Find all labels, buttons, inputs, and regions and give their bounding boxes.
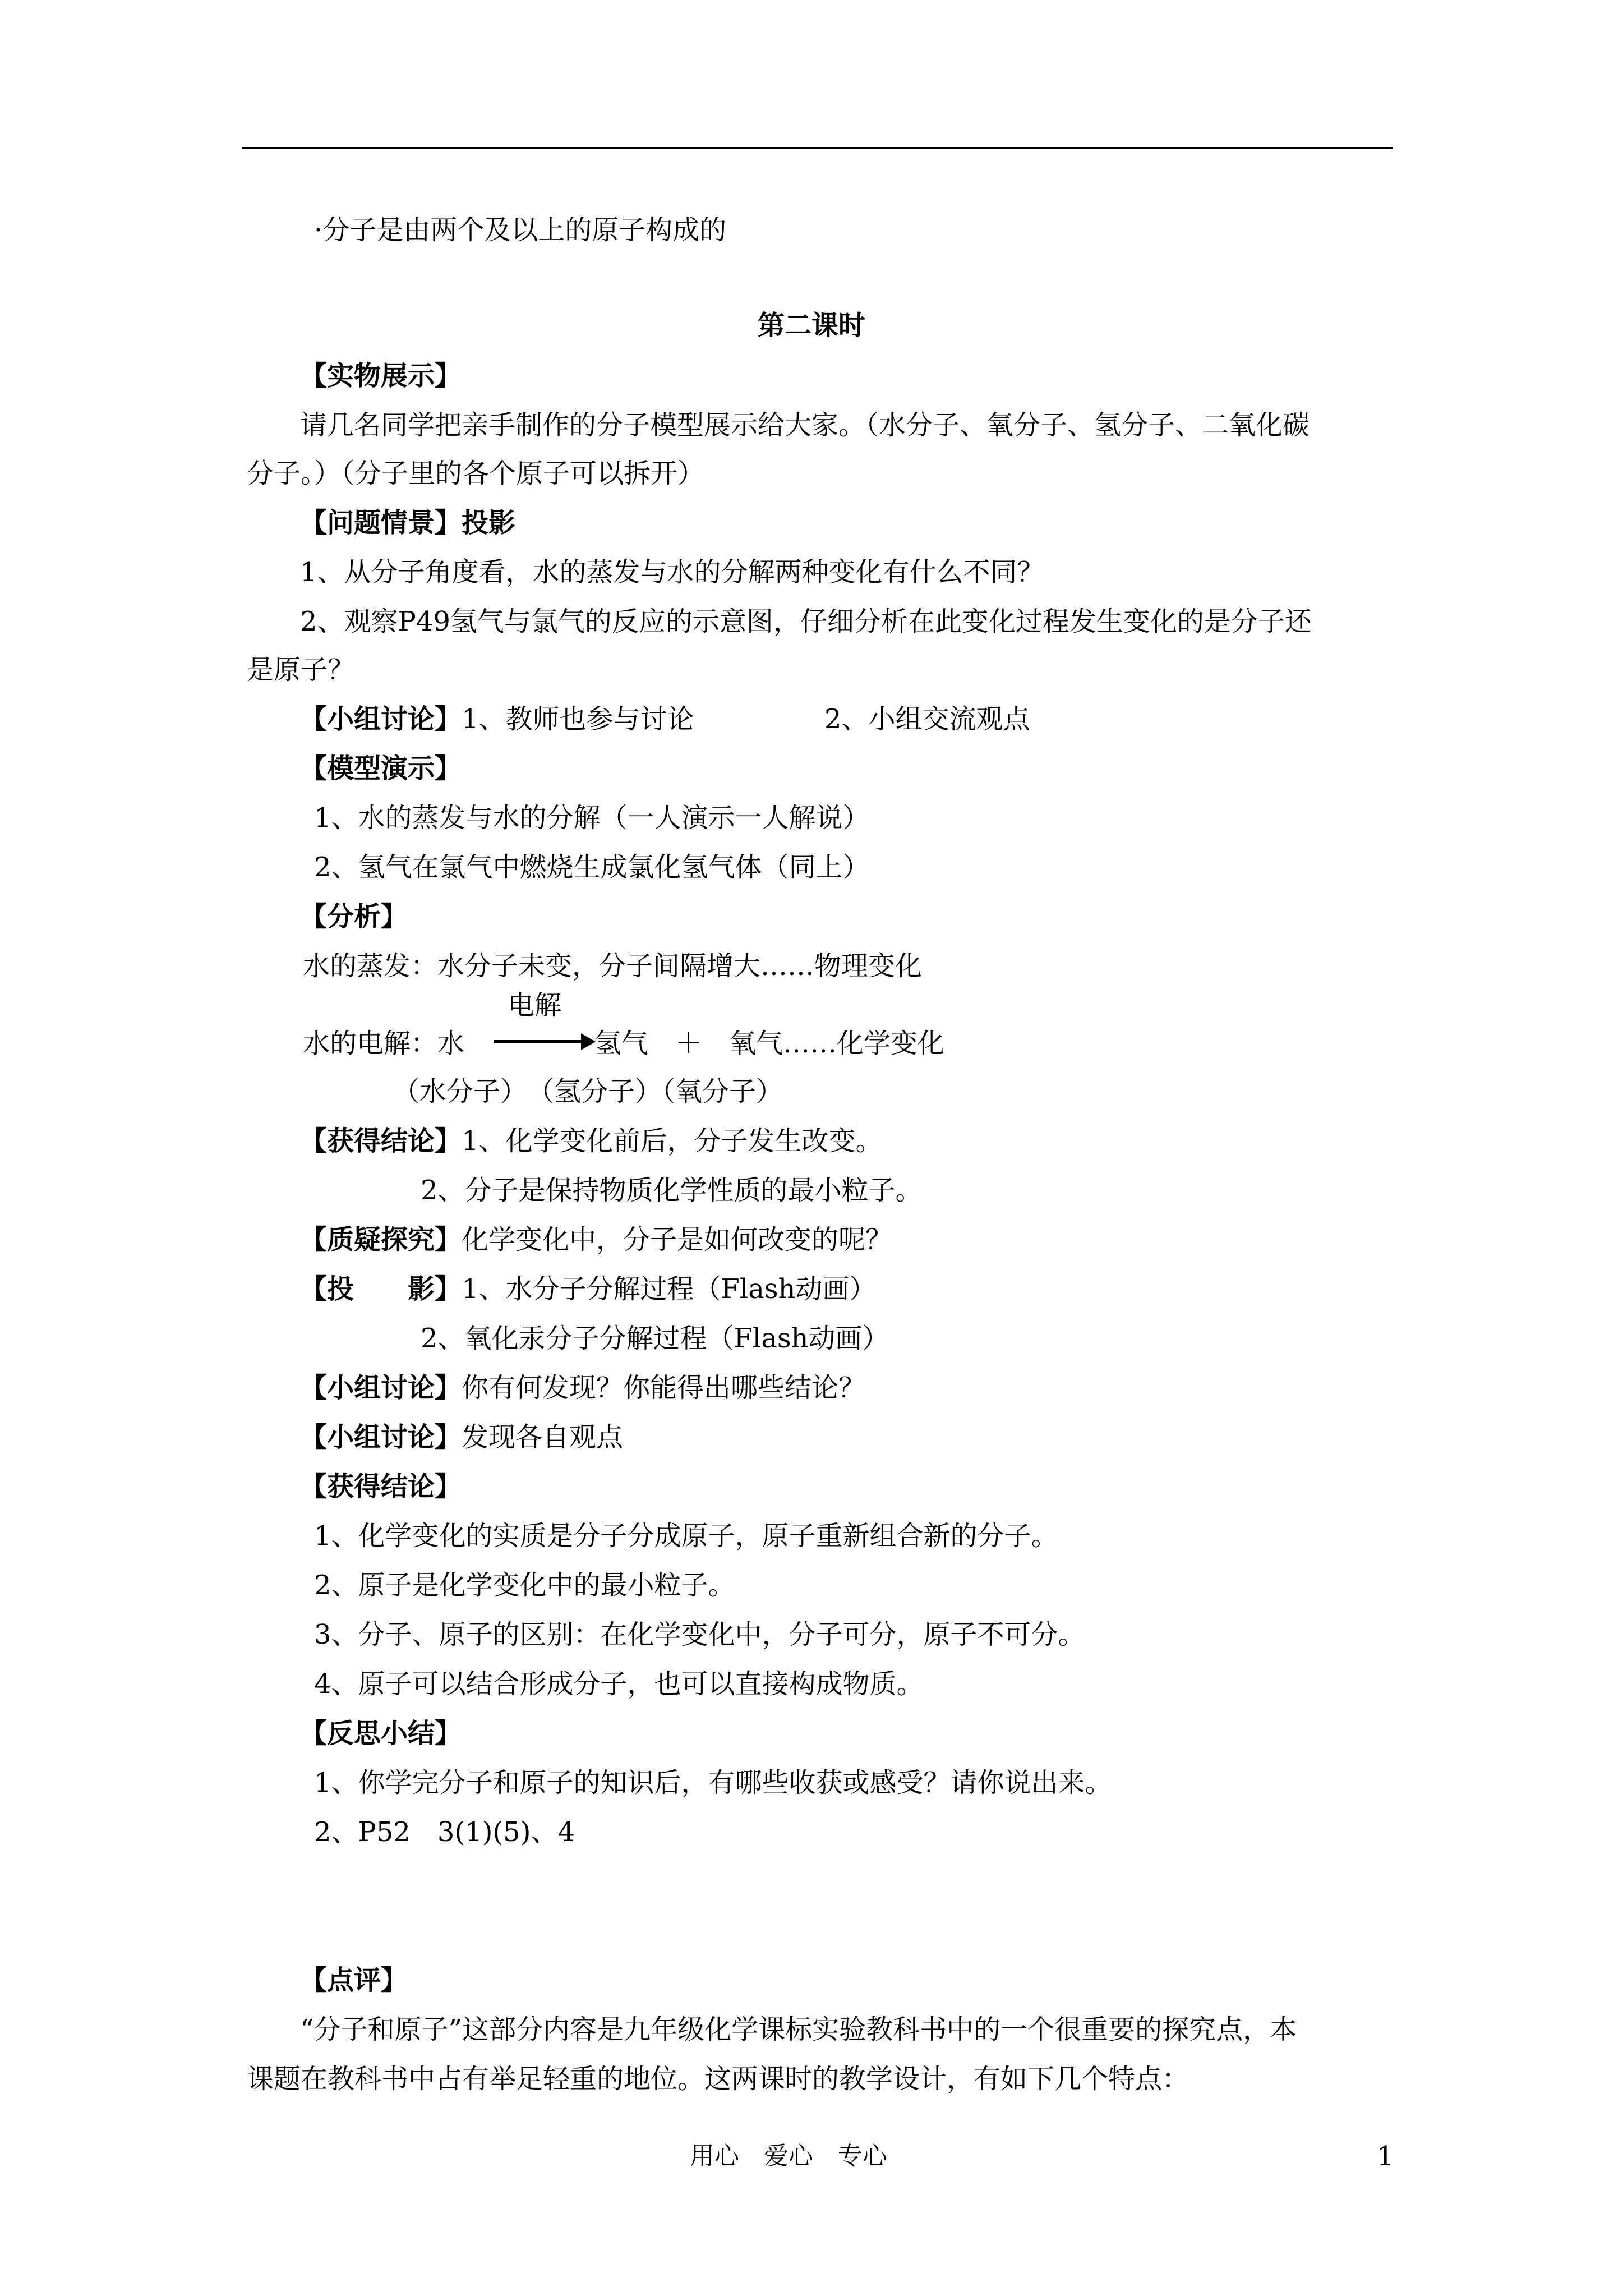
comment-paragraph-1: “分子和原子”这部分内容是九年级化学课标实验教科书中的一个很重要的探究点，本 <box>300 2014 1297 2045</box>
inquiry-text: 化学变化中，分子是如何改变的呢？ <box>462 1224 893 1255</box>
header-rule <box>242 147 1393 149</box>
display-label: 【实物展示】 <box>300 360 462 392</box>
reflect-item-2: 2、P52 3(1)(5)、4 <box>314 1816 575 1848</box>
conclusion-2-item-1: 1、化学变化的实质是分子分成原子，原子重新组合新的分子。 <box>314 1520 1058 1552</box>
projection <box>300 1272 876 1306</box>
analysis-electrolysis-right: 氢气 ＋ 氧气……化学变化 <box>594 1028 945 1059</box>
analysis-label: 【分析】 <box>300 901 408 932</box>
problem-label: 【问题情景】投影 <box>300 507 516 539</box>
group-discussion-1-b: 2、小组交流观点 <box>824 703 1030 735</box>
group-discussion-2-label: 【小组讨论】 <box>300 1372 462 1404</box>
group-discussion-1 <box>300 702 694 736</box>
conclusion-2-label: 【获得结论】 <box>300 1471 462 1502</box>
inquiry-label: 【质疑探究】 <box>300 1224 462 1255</box>
display-paragraph-2: 分子。）（分子里的各个原子可以拆开） <box>247 458 705 489</box>
problem-question-2a: 2、观察P49氢气与氯气的反应的示意图，仔细分析在此变化过程发生变化的是分子还 <box>300 606 1312 637</box>
comment-paragraph-2: 课题在教科书中占有举足轻重的地位。这两课时的教学设计，有如下几个特点： <box>247 2063 1189 2095</box>
bullet-line: ·分子是由两个及以上的原子构成的 <box>314 214 727 246</box>
analysis-electrolysis-left: 水的电解：水 <box>303 1028 465 1059</box>
group-discussion-2-text: 你有何发现？你能得出哪些结论？ <box>462 1372 866 1404</box>
analysis-evaporation: 水的蒸发：水分子未变，分子间隔增大……物理变化 <box>303 950 923 982</box>
group-discussion-1-a: 1、教师也参与讨论 <box>462 703 694 735</box>
reflect-label: 【反思小结】 <box>300 1718 462 1749</box>
group-discussion-3-label: 【小组讨论】 <box>300 1421 462 1453</box>
model-item-2: 2、氢气在氯气中燃烧生成氯化氢气体（同上） <box>314 852 870 883</box>
group-discussion-2 <box>300 1371 865 1405</box>
reflect-item-1: 1、你学完分子和原子的知识后，有哪些收获或感受？请你说出来。 <box>314 1767 1112 1798</box>
problem-question-1: 1、从分子角度看，水的蒸发与水的分解两种变化有什么不同？ <box>300 556 1044 588</box>
group-discussion-3-text: 发现各自观点 <box>462 1421 624 1453</box>
arrow-label: 电解 <box>508 990 562 1021</box>
projection-item-2: 2、氧化汞分子分解过程（Flash动画） <box>421 1323 889 1354</box>
problem-question-2b: 是原子？ <box>247 654 355 685</box>
comment-label: 【点评】 <box>300 1964 408 1996</box>
model-label: 【模型演示】 <box>300 753 462 784</box>
group-discussion-1-label: 【小组讨论】 <box>300 703 462 735</box>
inquiry <box>300 1223 892 1257</box>
conclusion-2-item-4: 4、原子可以结合形成分子，也可以直接构成物质。 <box>314 1668 924 1700</box>
conclusion-1-item-2: 2、分子是保持物质化学性质的最小粒子。 <box>421 1175 923 1206</box>
projection-item-1: 1、水分子分解过程（Flash动画） <box>462 1273 877 1305</box>
reaction-arrow-icon <box>494 1040 592 1043</box>
conclusion-1-item-1: 1、化学变化前后，分子发生改变。 <box>462 1125 883 1157</box>
group-discussion-3 <box>300 1420 623 1454</box>
conclusion-1-label: 【获得结论】 <box>300 1125 462 1157</box>
lesson-title: 第二课时 <box>757 310 865 341</box>
conclusion-2-item-2: 2、原子是化学变化中的最小粒子。 <box>314 1570 735 1601</box>
conclusion-1 <box>300 1124 883 1158</box>
conclusion-2-item-3: 3、分子、原子的区别：在化学变化中，分子可分，原子不可分。 <box>314 1619 1085 1650</box>
model-item-1: 1、水的蒸发与水的分解（一人演示一人解说） <box>314 802 870 834</box>
footer-motto: 用心 爱心 专心 <box>690 2142 887 2170</box>
analysis-molecules: （水分子） （氢分子）（氧分子） <box>393 1076 783 1107</box>
display-paragraph-1: 请几名同学把亲手制作的分子模型展示给大家。（水分子、氧分子、氢分子、二氧化碳 <box>300 409 1310 441</box>
page-number: 1 <box>1377 2141 1394 2172</box>
projection-label: 【投 影】 <box>300 1273 462 1305</box>
